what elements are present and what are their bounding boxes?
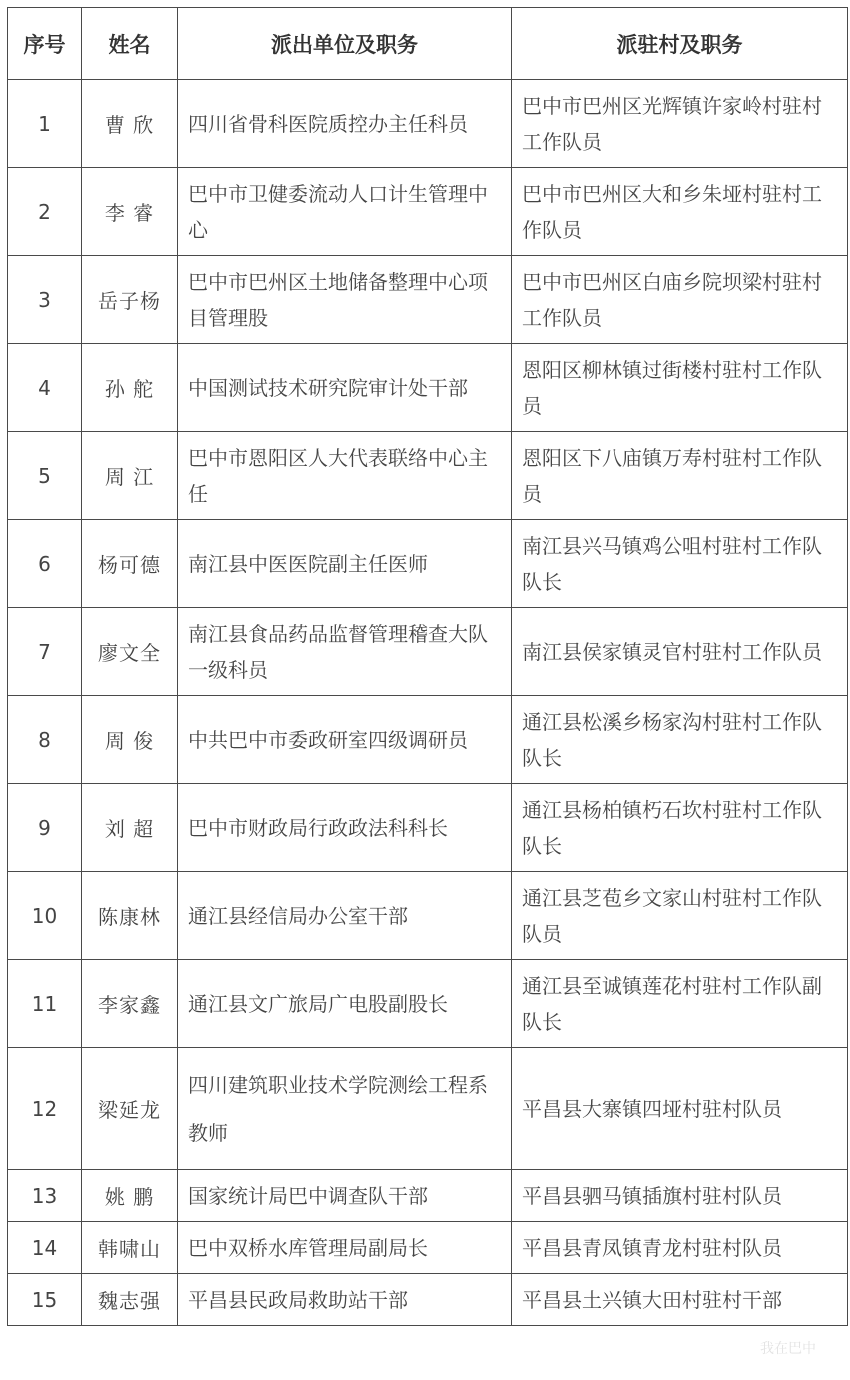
row-unit: 巴中市巴州区土地储备整理中心项目管理股 bbox=[178, 256, 512, 344]
row-unit: 通江县经信局办公室干部 bbox=[178, 872, 512, 960]
row-village: 南江县兴马镇鸡公咀村驻村工作队队长 bbox=[512, 520, 848, 608]
row-unit: 南江县食品药品监督管理稽查大队一级科员 bbox=[178, 608, 512, 696]
row-no: 10 bbox=[8, 872, 82, 960]
table-row bbox=[8, 608, 848, 696]
row-village: 通江县杨柏镇朽石坎村驻村工作队队长 bbox=[512, 784, 848, 872]
personnel-table bbox=[7, 7, 848, 1326]
row-name: 姚 鹏 bbox=[82, 1170, 178, 1222]
row-village: 巴中市巴州区大和乡朱垭村驻村工作队员 bbox=[512, 168, 848, 256]
row-village: 平昌县驷马镇插旗村驻村队员 bbox=[512, 1170, 848, 1222]
row-no: 8 bbox=[8, 696, 82, 784]
header-row bbox=[8, 8, 848, 80]
row-no: 2 bbox=[8, 168, 82, 256]
header-name: 姓名 bbox=[82, 8, 178, 80]
row-unit: 巴中市恩阳区人大代表联络中心主任 bbox=[178, 432, 512, 520]
row-village: 通江县芝苞乡文家山村驻村工作队队员 bbox=[512, 872, 848, 960]
table-row bbox=[8, 872, 848, 960]
row-no: 4 bbox=[8, 344, 82, 432]
row-name: 廖文全 bbox=[82, 608, 178, 696]
row-unit: 巴中双桥水库管理局副局长 bbox=[178, 1222, 512, 1274]
row-name: 陈康林 bbox=[82, 872, 178, 960]
row-name: 梁延龙 bbox=[82, 1048, 178, 1170]
row-name: 刘 超 bbox=[82, 784, 178, 872]
row-name: 岳子杨 bbox=[82, 256, 178, 344]
table-row bbox=[8, 1170, 848, 1222]
row-unit: 巴中市财政局行政政法科科长 bbox=[178, 784, 512, 872]
row-village: 平昌县土兴镇大田村驻村干部 bbox=[512, 1274, 848, 1326]
row-no: 7 bbox=[8, 608, 82, 696]
table-row bbox=[8, 344, 848, 432]
row-unit: 中共巴中市委政研室四级调研员 bbox=[178, 696, 512, 784]
row-no: 15 bbox=[8, 1274, 82, 1326]
table-row bbox=[8, 1222, 848, 1274]
row-no: 11 bbox=[8, 960, 82, 1048]
row-name: 李 睿 bbox=[82, 168, 178, 256]
header-unit: 派出单位及职务 bbox=[178, 8, 512, 80]
table-row bbox=[8, 1048, 848, 1170]
row-village: 通江县松溪乡杨家沟村驻村工作队队长 bbox=[512, 696, 848, 784]
row-unit: 国家统计局巴中调查队干部 bbox=[178, 1170, 512, 1222]
table-row bbox=[8, 784, 848, 872]
row-no: 14 bbox=[8, 1222, 82, 1274]
row-unit: 巴中市卫健委流动人口计生管理中心 bbox=[178, 168, 512, 256]
row-village: 恩阳区下八庙镇万寿村驻村工作队员 bbox=[512, 432, 848, 520]
table-row bbox=[8, 520, 848, 608]
row-village: 通江县至诚镇莲花村驻村工作队副队长 bbox=[512, 960, 848, 1048]
table-row bbox=[8, 1274, 848, 1326]
table-row bbox=[8, 960, 848, 1048]
row-name: 曹 欣 bbox=[82, 80, 178, 168]
header-village: 派驻村及职务 bbox=[512, 8, 848, 80]
row-no: 9 bbox=[8, 784, 82, 872]
row-village: 巴中市巴州区光辉镇许家岭村驻村工作队员 bbox=[512, 80, 848, 168]
row-name: 周 俊 bbox=[82, 696, 178, 784]
row-village: 平昌县大寨镇四垭村驻村队员 bbox=[512, 1048, 848, 1170]
row-unit: 平昌县民政局救助站干部 bbox=[178, 1274, 512, 1326]
row-no: 6 bbox=[8, 520, 82, 608]
header-no: 序号 bbox=[8, 8, 82, 80]
table-row bbox=[8, 80, 848, 168]
row-name: 魏志强 bbox=[82, 1274, 178, 1326]
row-no: 5 bbox=[8, 432, 82, 520]
row-unit: 南江县中医医院副主任医师 bbox=[178, 520, 512, 608]
table-row bbox=[8, 256, 848, 344]
row-village: 恩阳区柳林镇过街楼村驻村工作队员 bbox=[512, 344, 848, 432]
row-name: 杨可德 bbox=[82, 520, 178, 608]
table-row bbox=[8, 696, 848, 784]
row-name: 孙 舵 bbox=[82, 344, 178, 432]
row-name: 韩啸山 bbox=[82, 1222, 178, 1274]
row-name: 周 江 bbox=[82, 432, 178, 520]
row-village: 南江县侯家镇灵官村驻村工作队员 bbox=[512, 608, 848, 696]
row-village: 巴中市巴州区白庙乡院坝梁村驻村工作队员 bbox=[512, 256, 848, 344]
row-unit: 四川省骨科医院质控办主任科员 bbox=[178, 80, 512, 168]
row-unit: 通江县文广旅局广电股副股长 bbox=[178, 960, 512, 1048]
table-row bbox=[8, 432, 848, 520]
row-unit: 四川建筑职业技术学院测绘工程系教师 bbox=[178, 1048, 512, 1170]
row-no: 12 bbox=[8, 1048, 82, 1170]
row-village: 平昌县青凤镇青龙村驻村队员 bbox=[512, 1222, 848, 1274]
row-no: 1 bbox=[8, 80, 82, 168]
row-unit: 中国测试技术研究院审计处干部 bbox=[178, 344, 512, 432]
row-no: 13 bbox=[8, 1170, 82, 1222]
row-name: 李家鑫 bbox=[82, 960, 178, 1048]
row-no: 3 bbox=[8, 256, 82, 344]
table-row bbox=[8, 168, 848, 256]
watermark: 我在巴中 bbox=[760, 1341, 816, 1357]
